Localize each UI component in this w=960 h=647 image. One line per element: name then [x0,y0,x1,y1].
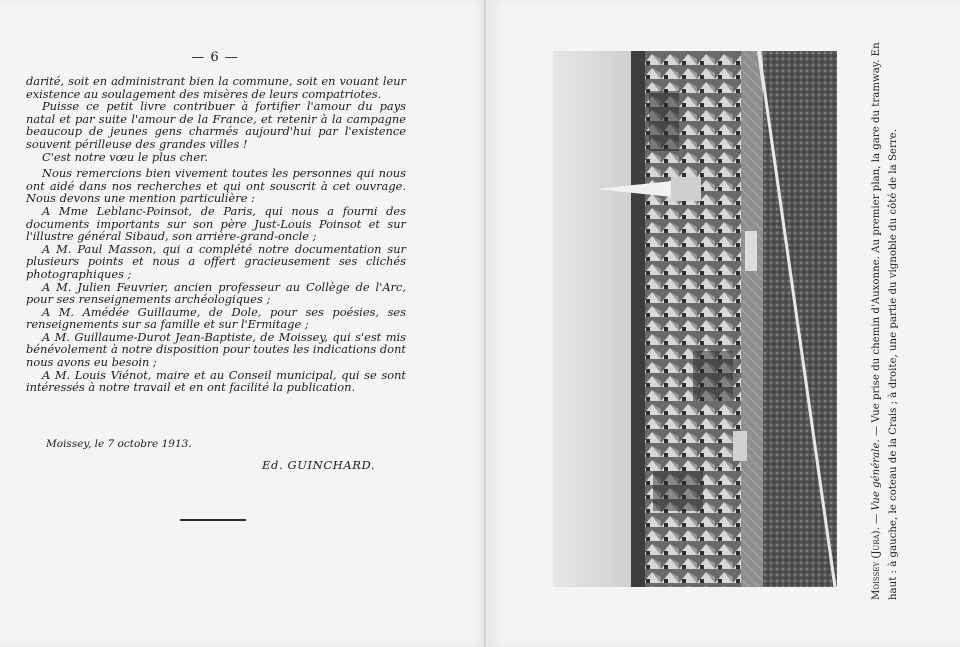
acknowledgement-item: A M. Amédée Guillaume, de Dole, pour ses poésies, ses renseignements sur sa famille et sur l'Ermitage ; [26,304,406,332]
paragraph: C'est notre vœu le plus cher. [42,149,208,164]
acknowledgement-item: A M. Louis Viénot, maire et au Conseil municipal, qui se sont intéressés à notre travail et en ont facilité la publication. [26,367,406,395]
acknowledgement-item: A Mme Leblanc-Poinsot, de Paris, qui nous a fourni des documents importants sur son père Just-Louis Poinsot et sur l'illustre général Sibaud, son arrière-grand-oncle ; [26,203,406,244]
caption-place: Moissey (Jura). [871,527,882,600]
village-photograph [553,51,837,587]
acknowledgement-item: A M. Guillaume-Durot Jean-Baptiste, de Moissey, qui s'est mis bénévolement à notre disposition pour toutes les indications dont nous avons eu besoin ; [26,329,406,370]
photo-caption: Moissey (Jura). — Vue générale. — Vue prise du chemin d'Auxonne. Au premier plan, la gare du tramway. En haut : à gauche, le coteau de la Crais ; à droite, une partie du vignoble du côté de la Serre. [871,42,899,600]
page-number: — 6 — [191,50,239,65]
signature: Ed. GUINCHARD. [262,458,376,472]
caption-title: Vue générale. [871,439,882,511]
acknowledgement-item: A M. Julien Feuvrier, ancien professeur au Collège de l'Arc, pour ses renseignements archéologiques ; [26,279,406,307]
paragraph: Nous remercions bien vivement toutes les personnes qui nous ont aidé dans nos recherches et qui ont souscrit à cet ouvrage. Nous devons une mention particulière : [26,166,406,206]
paragraph: darité, soit en administrant bien la commune, soit en vouant leur existence au soulagement des misères de leurs compatriotes. [26,74,406,101]
date-line: Moissey, le 7 octobre 1913. [46,438,192,450]
paragraph: Puisse ce petit livre contribuer à fortifier l'amour du pays natal et par suite l'amour de la France, et retenir à la campagne beaucoup de jeunes gens charmés aujourd'hui par l'existence souvent périlleuse des grandes villes ! [26,99,406,151]
caption-text: Vue prise du chemin d'Auxonne. Au premier plan, la gare du tramway. En haut : à gauche, le coteau de la Crais ; à droite, une partie du vignoble du côté de la Serre. [871,42,899,600]
body-text [26,75,406,394]
end-rule [180,519,246,521]
acknowledgement-item: A M. Paul Masson, qui a complété notre documentation sur plusieurs points et nous a offert gracieusement ses clichés photographiques ; [26,241,406,281]
